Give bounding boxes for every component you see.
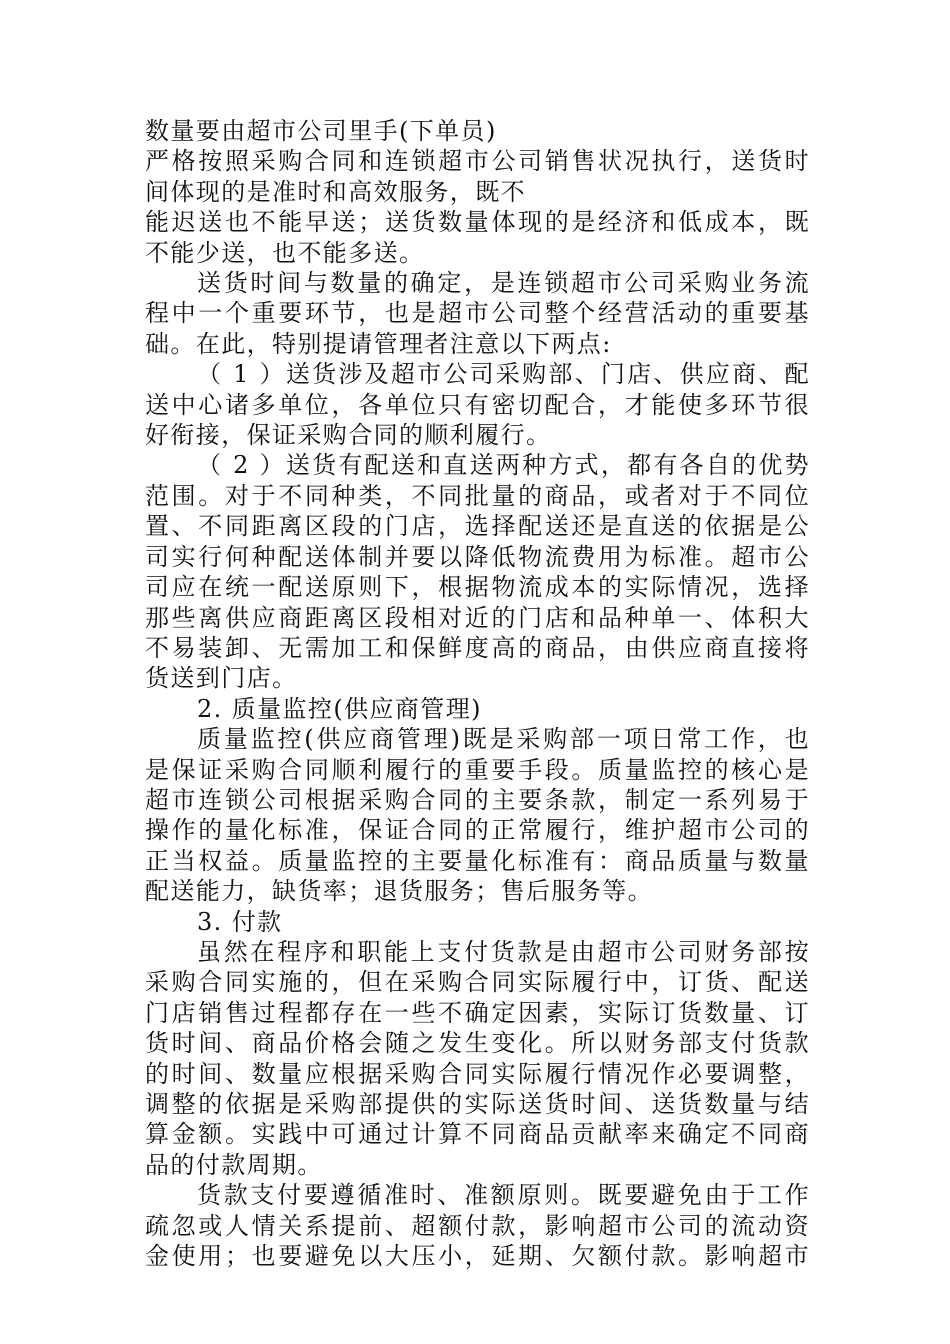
text-line: 货款支付要遵循准时、准额原则。既要避免由于工作 bbox=[197, 1181, 810, 1210]
text-line: 范围。对于不同种类，不同批量的商品，或者对于不同位 bbox=[145, 481, 810, 510]
text-line: 2. 质量监控(供应商管理) bbox=[197, 694, 482, 723]
document-body bbox=[145, 116, 810, 1271]
text-line: 送货时间与数量的确定，是连锁超市公司采购业务流 bbox=[197, 269, 810, 298]
text-line: （ 2 ）送货有配送和直送两种方式，都有各自的优势 bbox=[197, 451, 810, 480]
text-line: 程中一个重要环节，也是超市公司整个经营活动的重要基 bbox=[145, 299, 810, 328]
text-line: 操作的量化标准，保证合同的正常履行，维护超市公司的 bbox=[145, 816, 810, 845]
text-line: 门店销售过程都存在一些不确定因素，实际订货数量、订 bbox=[145, 998, 810, 1027]
text-line: 送中心诸多单位，各单位只有密切配合，才能使多环节很 bbox=[145, 390, 810, 419]
text-line: 严格按照采购合同和连锁超市公司销售状况执行，送货时 bbox=[145, 147, 810, 176]
text-line: （ 1 ）送货涉及超市公司采购部、门店、供应商、配 bbox=[197, 360, 810, 389]
text-line: 础。在此，特别提请管理者注意以下两点: bbox=[145, 329, 612, 358]
text-line: 算金额。实践中可通过计算不同商品贡献率来确定不同商 bbox=[145, 1120, 810, 1149]
text-line: 金使用；也要避免以大压小，延期、欠额付款。影响超市 bbox=[145, 1242, 810, 1271]
text-line: 货送到门店。 bbox=[145, 664, 298, 693]
text-line: 采购合同实施的，但在采购合同实际履行中，订货、配送 bbox=[145, 968, 810, 997]
text-line: 品的付款周期。 bbox=[145, 1150, 323, 1179]
text-line: 不易装卸、无需加工和保鲜度高的商品，由供应商直接将 bbox=[145, 633, 810, 662]
text-line: 好衔接，保证采购合同的顺利履行。 bbox=[145, 421, 552, 450]
text-line: 配送能力，缺货率；退货服务；售后服务等。 bbox=[145, 877, 653, 906]
text-line: 置、不同距离区段的门店，选择配送还是直送的依据是公 bbox=[145, 512, 810, 541]
text-line: 质量监控(供应商管理)既是采购部一项日常工作，也 bbox=[197, 725, 810, 754]
text-line: 调整的依据是采购部提供的实际送货时间、送货数量与结 bbox=[145, 1090, 810, 1118]
text-line: 能迟送也不能早送；送货数量体现的是经济和低成本，既 bbox=[145, 208, 810, 237]
text-line: 是保证采购合同顺利履行的重要手段。质量监控的核心是 bbox=[145, 755, 810, 784]
text-line: 货时间、商品价格会随之发生变化。所以财务部支付货款 bbox=[145, 1029, 810, 1058]
text-line: 数量要由超市公司里手(下单员) bbox=[145, 117, 497, 145]
text-line: 的时间、数量应根据采购合同实际履行情况作必要调整， bbox=[145, 1059, 810, 1088]
text-line: 司应在统一配送原则下，根据物流成本的实际情况，选择 bbox=[145, 573, 810, 602]
text-line: 疏忽或人情关系提前、超额付款，影响超市公司的流动资 bbox=[145, 1211, 810, 1240]
text-line: 司实行何种配送体制并要以降低物流费用为标准。超市公 bbox=[145, 542, 810, 571]
text-line: 不能少送，也不能多送。 bbox=[145, 238, 425, 267]
text-line: 虽然在程序和职能上支付货款是由超市公司财务部按 bbox=[197, 937, 810, 966]
text-line: 那些离供应商距离区段相对近的门店和品种单一、体积大 bbox=[145, 603, 810, 632]
text-line: 超市连锁公司根据采购合同的主要条款，制定一系列易于 bbox=[145, 785, 810, 814]
text-line: 正当权益。质量监控的主要量化标准有：商品质量与数量 bbox=[145, 846, 810, 875]
text-line: 3. 付款 bbox=[197, 907, 283, 936]
text-line: 间体现的是准时和高效服务，既不 bbox=[145, 177, 526, 206]
